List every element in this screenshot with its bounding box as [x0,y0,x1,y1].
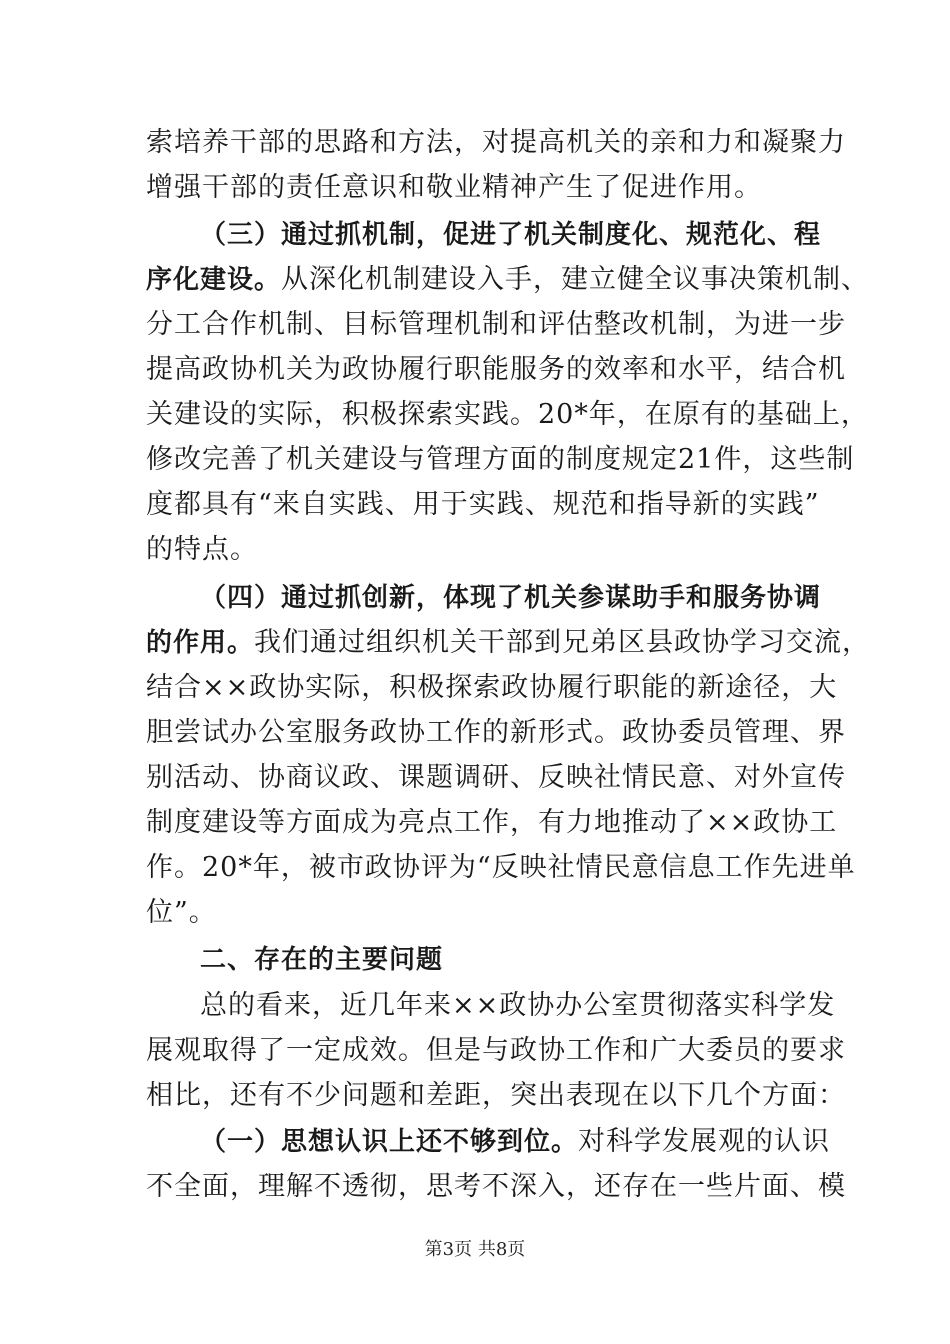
paragraph-line: 展观取得了一定成效。但是与政协工作和广大委员的要求 [146,1035,846,1066]
paragraph-line: 结合××政协实际，积极探索政协履行职能的新途径，大 [146,672,838,703]
subsection-heading-continued: 的作用。 [146,628,255,658]
paragraph-line [146,262,870,298]
paragraph-line: 不全面，理解不透彻，思考不深入，还存在一些片面、模 [146,1171,846,1202]
paragraph-line [200,1124,880,1160]
paragraph-line: 度都具有“来自实践、用于实践、规范和指导新的实践” [146,489,820,520]
paragraph-line: 制度建设等方面成为亮点工作，有力地推动了××政协工 [146,807,838,838]
paragraph-line: 作。20*年，被市政协评为“反映社情民意信息工作先进单 [146,852,856,883]
page-number-footer: 第3页 共8页 [424,1239,526,1260]
paragraph-line: 修改完善了机关建设与管理方面的制度规定21件，这些制 [146,444,855,475]
paragraph-text: 我们通过组织机关干部到兄弟区县政协学习交流， [254,627,871,658]
paragraph-text: 从深化机制建设入手，建立健全议事决策机制、 [281,264,870,295]
paragraph-line: 别活动、协商议政、课题调研、反映社情民意、对外宣传 [146,762,846,793]
paragraph-line [146,625,871,661]
paragraph-text: 对科学发展观的认识 [578,1126,831,1157]
paragraph-line: 的特点。 [146,534,258,565]
paragraph-line: 增强干部的责任意识和敬业精神产生了促进作用。 [146,172,762,203]
paragraph-line: 相比，还有不少问题和差距，突出表现在以下几个方面： [146,1080,846,1111]
section-heading: 二、存在的主要问题 [200,945,444,975]
paragraph-line: 索培养干部的思路和方法，对提高机关的亲和力和凝聚力 [146,127,846,158]
paragraph-line: 位”。 [146,897,217,928]
paragraph-line: 关建设的实际，积极探索实践。20*年，在原有的基础上， [146,399,869,430]
paragraph-line: 分工合作机制、目标管理机制和评估整改机制，为进一步 [146,309,846,340]
subsection-heading: （一）思想认识上还不够到位。 [200,1127,579,1157]
paragraph-line: 提高政协机关为政协履行职能服务的效率和水平，结合机 [146,354,846,385]
subsection-heading-continued: 序化建设。 [146,265,282,295]
subsection-heading: （四）通过抓创新，体现了机关参谋助手和服务协调 [200,583,822,613]
paragraph-line: 胆尝试办公室服务政协工作的新形式。政协委员管理、界 [146,717,846,748]
subsection-heading: （三）通过抓机制，促进了机关制度化、规范化、程 [200,220,822,250]
paragraph-line: 总的看来，近几年来××政协办公室贯彻落实科学发 [200,990,836,1021]
